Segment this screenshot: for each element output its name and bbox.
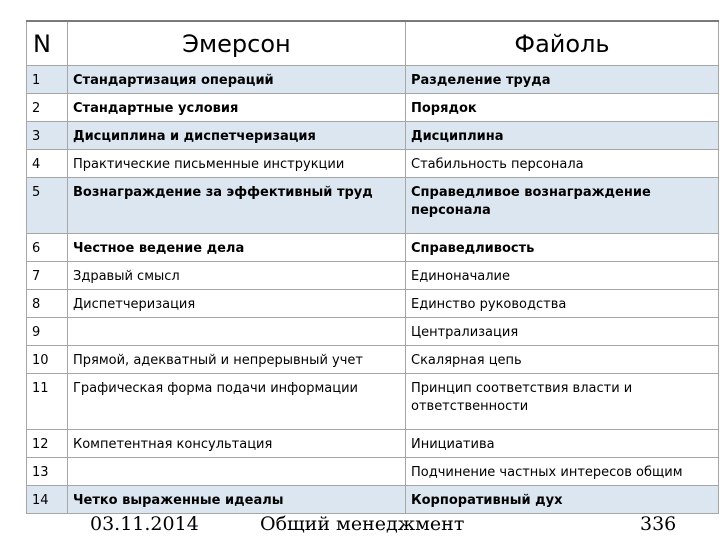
emerson-principle: Четко выраженные идеалы (68, 486, 406, 514)
emerson-principle: Графическая форма подачи информации (68, 374, 406, 430)
footer-page-number: 336 (640, 513, 677, 535)
emerson-principle (68, 318, 406, 346)
table-row (27, 346, 719, 374)
fayol-principle: Единство руководства (406, 290, 719, 318)
fayol-principle: Дисциплина (406, 122, 719, 150)
table-row (27, 178, 719, 234)
header-n: N (27, 21, 68, 66)
row-number: 9 (27, 318, 68, 346)
row-number: 10 (27, 346, 68, 374)
header-emerson: Эмерсон (68, 21, 406, 66)
emerson-principle: Стандартизация операций (68, 66, 406, 94)
comparison-table (26, 20, 719, 514)
table-row (27, 94, 719, 122)
fayol-principle: Справедливое вознаграждение персонала (406, 178, 719, 234)
fayol-principle: Скалярная цепь (406, 346, 719, 374)
row-number: 13 (27, 458, 68, 486)
row-number: 12 (27, 430, 68, 458)
table-row (27, 318, 719, 346)
footer-date: 03.11.2014 (90, 513, 199, 535)
row-number: 5 (27, 178, 68, 234)
emerson-principle: Стандартные условия (68, 94, 406, 122)
row-number: 8 (27, 290, 68, 318)
fayol-principle: Подчинение частных интересов общим (406, 458, 719, 486)
table-row (27, 150, 719, 178)
table-row (27, 262, 719, 290)
emerson-principle: Дисциплина и диспетчеризация (68, 122, 406, 150)
footer-title: Общий менеджмент (260, 513, 465, 535)
table-row (27, 234, 719, 262)
fayol-principle: Стабильность персонала (406, 150, 719, 178)
table-row (27, 430, 719, 458)
fayol-principle: Централизация (406, 318, 719, 346)
header-fayol: Файоль (406, 21, 719, 66)
fayol-principle: Разделение труда (406, 66, 719, 94)
emerson-principle: Компетентная консультация (68, 430, 406, 458)
fayol-principle: Инициатива (406, 430, 719, 458)
fayol-principle: Справедливость (406, 234, 719, 262)
emerson-principle: Прямой, адекватный и непрерывный учет (68, 346, 406, 374)
row-number: 4 (27, 150, 68, 178)
table-body (27, 66, 719, 514)
fayol-principle: Корпоративный дух (406, 486, 719, 514)
emerson-principle: Здравый смысл (68, 262, 406, 290)
row-number: 14 (27, 486, 68, 514)
row-number: 1 (27, 66, 68, 94)
table-row (27, 458, 719, 486)
table-row (27, 486, 719, 514)
fayol-principle: Единоначалие (406, 262, 719, 290)
emerson-principle: Вознаграждение за эффективный труд (68, 178, 406, 234)
emerson-principle: Честное ведение дела (68, 234, 406, 262)
emerson-principle (68, 458, 406, 486)
row-number: 11 (27, 374, 68, 430)
header-row (27, 21, 719, 66)
table-row (27, 122, 719, 150)
table-row (27, 66, 719, 94)
table-row (27, 290, 719, 318)
row-number: 3 (27, 122, 68, 150)
emerson-principle: Практические письменные инструкции (68, 150, 406, 178)
row-number: 2 (27, 94, 68, 122)
row-number: 7 (27, 262, 68, 290)
emerson-principle: Диспетчеризация (68, 290, 406, 318)
table-row (27, 374, 719, 430)
fayol-principle: Порядок (406, 94, 719, 122)
row-number: 6 (27, 234, 68, 262)
fayol-principle: Принцип соответствия власти и ответственности (406, 374, 719, 430)
